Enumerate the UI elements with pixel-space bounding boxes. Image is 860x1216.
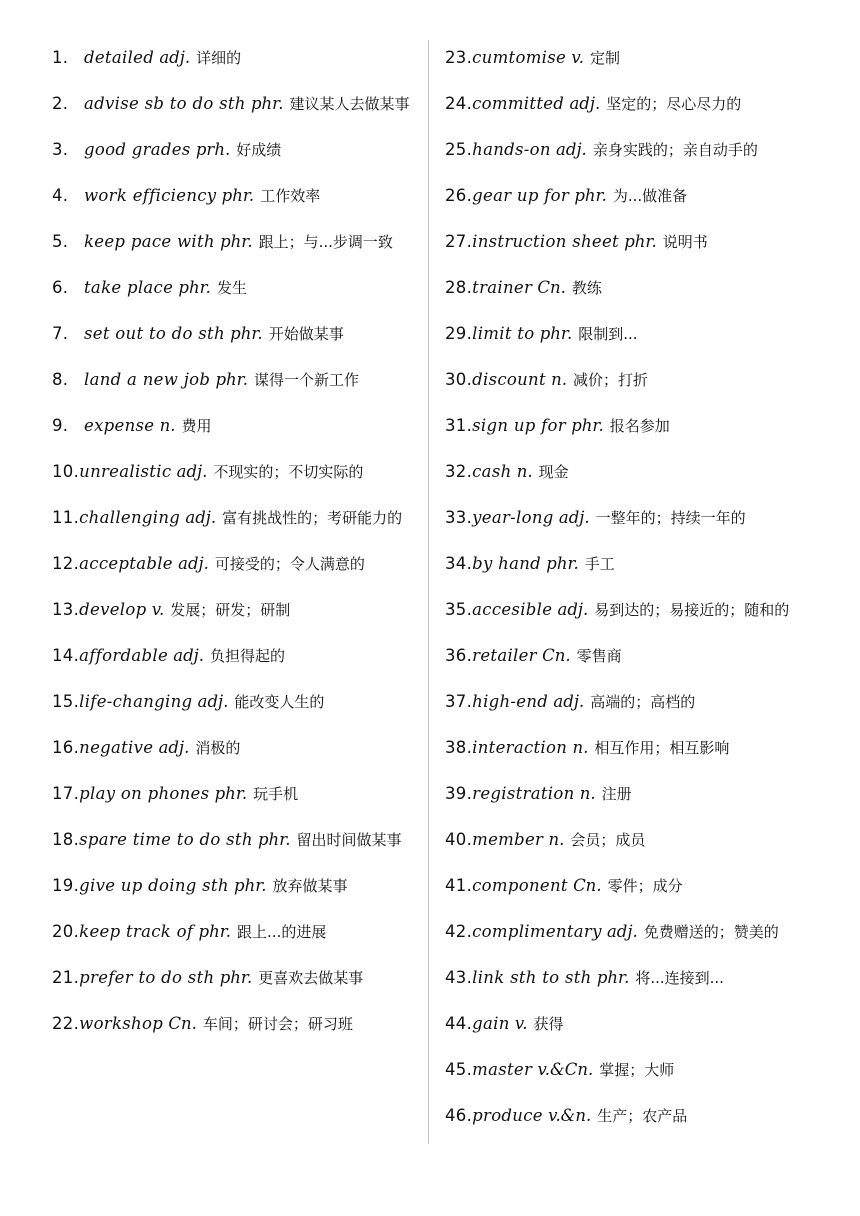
entry-number: 29. <box>445 324 473 343</box>
entry-meaning: 将...连接到... <box>635 969 724 987</box>
entry-number: 2. <box>52 94 69 113</box>
entry-term: keep pace with <box>84 232 215 251</box>
entry-number: 10. <box>52 462 80 481</box>
entry-part-of-speech: adj. <box>197 692 229 711</box>
entry-term: interaction <box>472 738 568 757</box>
entry-term: prefer to do sth <box>79 968 215 987</box>
entry-part-of-speech: Cn. <box>542 646 571 665</box>
vocab-entry <box>52 270 420 306</box>
vocab-entry <box>445 132 825 168</box>
entry-text <box>472 178 687 214</box>
entry-term: cumtomise <box>472 48 567 67</box>
entry-text <box>79 776 298 812</box>
entry-meaning: 易到达的；易接近的；随和的 <box>594 601 790 619</box>
entry-part-of-speech: v. <box>571 48 584 67</box>
entry-part-of-speech: adj. <box>173 646 205 665</box>
entry-number: 21. <box>52 968 80 987</box>
entry-text <box>84 362 359 398</box>
entry-text <box>79 500 402 536</box>
entry-text <box>79 1006 353 1042</box>
vocab-entry <box>445 86 825 122</box>
entry-meaning: 零售商 <box>576 647 622 665</box>
entry-text <box>84 132 281 168</box>
entry-text <box>472 822 645 858</box>
entry-text <box>472 86 741 122</box>
entry-meaning: 更喜欢去做某事 <box>258 969 364 987</box>
entry-text <box>472 1052 674 1088</box>
entry-number: 3. <box>52 140 69 159</box>
vocab-entry <box>52 454 420 490</box>
entry-text <box>84 86 410 122</box>
entry-meaning: 限制到... <box>578 325 638 343</box>
vocab-entry <box>445 960 825 996</box>
entry-term: challenging <box>79 508 181 527</box>
entry-meaning: 减价；打折 <box>573 371 649 389</box>
entry-number: 41. <box>445 876 473 895</box>
entry-part-of-speech: phr. <box>624 232 657 251</box>
entry-meaning: 玩手机 <box>253 785 299 803</box>
entry-meaning: 亲身实践的；亲自动手的 <box>592 141 758 159</box>
entry-text <box>84 316 344 352</box>
entry-number: 38. <box>445 738 473 757</box>
entry-number: 4. <box>52 186 69 205</box>
entry-number: 20. <box>52 922 80 941</box>
entry-text <box>472 40 620 76</box>
entry-text <box>472 914 779 950</box>
vocab-entry <box>52 86 420 122</box>
entry-part-of-speech: v.&Cn. <box>537 1060 594 1079</box>
entry-meaning: 坚定的；尽心尽力的 <box>606 95 742 113</box>
entry-meaning: 注册 <box>601 785 632 803</box>
entry-meaning: 一整年的；持续一年的 <box>595 509 746 527</box>
entry-meaning: 获得 <box>533 1015 564 1033</box>
entry-meaning: 能改变人生的 <box>234 693 325 711</box>
entry-number: 16. <box>52 738 80 757</box>
entry-number: 27. <box>445 232 473 251</box>
vocab-entry <box>52 546 420 582</box>
entry-number: 42. <box>445 922 473 941</box>
vocab-entry <box>445 270 825 306</box>
entry-text <box>79 822 401 858</box>
entry-number: 31. <box>445 416 473 435</box>
entry-term: give up doing sth <box>79 876 229 895</box>
entry-text <box>472 362 648 398</box>
vocab-entry <box>445 822 825 858</box>
entry-term: play on phones <box>79 784 210 803</box>
entry-meaning: 跟上...的进展 <box>237 923 327 941</box>
entry-part-of-speech: n. <box>579 784 596 803</box>
entry-term: hands-on <box>472 140 551 159</box>
entry-meaning: 车间；研讨会；研习班 <box>202 1015 353 1033</box>
vocab-entry <box>445 1052 825 1088</box>
vocab-entry <box>445 408 825 444</box>
entry-text <box>472 592 789 628</box>
entry-meaning: 教练 <box>571 279 602 297</box>
entry-text <box>472 546 615 582</box>
entry-part-of-speech: v. <box>151 600 165 619</box>
entry-text <box>472 1098 687 1134</box>
entry-number: 9. <box>52 416 69 435</box>
entry-part-of-speech: phr. <box>574 186 607 205</box>
entry-term: accesible <box>472 600 553 619</box>
entry-meaning: 会员；成员 <box>570 831 646 849</box>
entry-part-of-speech: phr. <box>198 922 232 941</box>
entry-text <box>472 638 622 674</box>
entry-term: expense <box>84 416 155 435</box>
entry-term: trainer <box>472 278 533 297</box>
vocab-entry <box>52 316 420 352</box>
entry-part-of-speech: phr. <box>539 324 573 343</box>
vocab-entry <box>445 454 825 490</box>
vocab-entry <box>445 224 825 260</box>
entry-meaning: 不现实的；不切实际的 <box>213 463 364 481</box>
entry-meaning: 富有挑战性的；考研能力的 <box>222 509 403 527</box>
entry-text <box>472 408 670 444</box>
entry-number: 25. <box>445 140 473 159</box>
entry-term: gear up for <box>472 186 570 205</box>
entry-term: set out to do sth <box>84 324 225 343</box>
entry-meaning: 发生 <box>216 279 247 297</box>
entry-meaning: 消极的 <box>195 739 241 757</box>
entry-meaning: 为...做准备 <box>612 187 688 205</box>
vocab-entry <box>52 960 420 996</box>
entry-meaning: 建议某人去做某事 <box>289 95 410 113</box>
vocab-entry <box>445 730 825 766</box>
entry-meaning: 放弃做某事 <box>272 877 348 895</box>
entry-number: 7. <box>52 324 69 343</box>
entry-meaning: 详细的 <box>196 49 242 67</box>
entry-meaning: 好成绩 <box>236 141 282 159</box>
vocab-entry <box>52 776 420 812</box>
entry-part-of-speech: adj. <box>556 140 587 159</box>
vocab-entry <box>52 914 420 950</box>
entry-text <box>79 546 365 582</box>
entry-number: 11. <box>52 508 80 527</box>
vocab-entry <box>52 408 420 444</box>
entry-term: affordable <box>79 646 169 665</box>
column-divider <box>428 40 429 1144</box>
entry-term: limit to <box>472 324 535 343</box>
entry-meaning: 免费赠送的；赞美的 <box>643 923 779 941</box>
vocab-entry <box>52 730 420 766</box>
entry-meaning: 高端的；高档的 <box>590 693 696 711</box>
vocab-entry <box>445 316 825 352</box>
entry-meaning: 开始做某事 <box>268 325 344 343</box>
entry-term: keep track of <box>79 922 194 941</box>
entry-term: detailed <box>84 48 155 67</box>
entry-part-of-speech: n. <box>516 462 533 481</box>
entry-number: 12. <box>52 554 80 573</box>
entry-part-of-speech: adj. <box>553 692 585 711</box>
entry-part-of-speech: phr. <box>214 784 248 803</box>
entry-term: good grades <box>84 140 191 159</box>
entry-part-of-speech: n. <box>572 738 589 757</box>
entry-meaning: 跟上；与...步调一致 <box>258 233 393 251</box>
entry-meaning: 零件；成分 <box>607 877 683 895</box>
entry-text <box>472 684 695 720</box>
entry-number: 19. <box>52 876 80 895</box>
vocab-entry <box>445 40 825 76</box>
entry-number: 39. <box>445 784 473 803</box>
entry-number: 26. <box>445 186 473 205</box>
entry-text <box>472 868 682 904</box>
vocab-entry <box>52 1006 420 1042</box>
entry-term: committed <box>472 94 565 113</box>
entry-part-of-speech: phr. <box>258 830 291 849</box>
entry-term: by hand <box>472 554 542 573</box>
entry-part-of-speech: n. <box>548 830 565 849</box>
entry-term: registration <box>472 784 575 803</box>
vocab-entry <box>445 776 825 812</box>
entry-term: spare time to do sth <box>79 830 253 849</box>
entry-meaning: 说明书 <box>662 233 708 251</box>
entry-meaning: 发展；研发；研制 <box>170 601 291 619</box>
entry-term: sign up for <box>472 416 566 435</box>
entry-text <box>79 960 363 996</box>
entry-text <box>79 454 363 490</box>
entry-number: 45. <box>445 1060 473 1079</box>
entry-part-of-speech: adj. <box>606 922 638 941</box>
entry-meaning: 相互作用；相互影响 <box>594 739 730 757</box>
entry-text <box>79 868 347 904</box>
vocab-entry <box>52 178 420 214</box>
entry-term: discount <box>472 370 546 389</box>
entry-number: 14. <box>52 646 80 665</box>
entry-number: 33. <box>445 508 473 527</box>
vocab-entry <box>52 362 420 398</box>
entry-part-of-speech: adj. <box>159 48 191 67</box>
entry-term: workshop <box>79 1014 164 1033</box>
entry-part-of-speech: Cn. <box>168 1014 197 1033</box>
entry-number: 22. <box>52 1014 80 1033</box>
entry-number: 35. <box>445 600 473 619</box>
entry-number: 28. <box>445 278 473 297</box>
entry-text <box>79 592 290 628</box>
entry-text <box>472 500 746 536</box>
entry-term: member <box>472 830 544 849</box>
entry-number: 44. <box>445 1014 473 1033</box>
entry-text <box>84 270 247 306</box>
entry-part-of-speech: adj. <box>185 508 217 527</box>
entry-meaning: 报名参加 <box>609 417 670 435</box>
entry-term: high-end <box>472 692 549 711</box>
vocab-entry <box>445 500 825 536</box>
entry-term: link sth to sth <box>472 968 592 987</box>
entry-term: cash <box>472 462 512 481</box>
vocab-entry <box>445 1098 825 1134</box>
entry-number: 40. <box>445 830 473 849</box>
entry-part-of-speech: phr. <box>220 232 253 251</box>
entry-part-of-speech: n. <box>551 370 568 389</box>
entry-term: year-long <box>472 508 554 527</box>
entry-meaning: 谋得一个新工作 <box>253 371 359 389</box>
entry-number: 18. <box>52 830 80 849</box>
entry-number: 30. <box>445 370 473 389</box>
entry-number: 32. <box>445 462 473 481</box>
entry-text <box>79 914 326 950</box>
entry-meaning: 现金 <box>538 463 569 481</box>
entry-number: 37. <box>445 692 473 711</box>
entry-text <box>472 316 637 352</box>
entry-part-of-speech: Cn. <box>537 278 566 297</box>
entry-term: take place <box>84 278 174 297</box>
entry-term: produce <box>472 1106 543 1125</box>
entry-text <box>472 224 708 260</box>
entry-meaning: 留出时间做某事 <box>296 831 402 849</box>
entry-text <box>84 408 212 444</box>
entry-part-of-speech: n. <box>159 416 176 435</box>
entry-part-of-speech: phr. <box>234 876 267 895</box>
entry-part-of-speech: phr. <box>215 370 248 389</box>
entry-text <box>472 960 724 996</box>
vocab-entry <box>445 684 825 720</box>
entry-part-of-speech: adj. <box>176 462 208 481</box>
entry-text <box>472 270 602 306</box>
entry-meaning: 负担得起的 <box>210 647 286 665</box>
vocab-entry <box>445 178 825 214</box>
entry-term: work efficiency <box>84 186 217 205</box>
entry-number: 1. <box>52 48 69 67</box>
entry-number: 8. <box>52 370 69 389</box>
right-column <box>445 40 825 1144</box>
vocab-entry <box>52 132 420 168</box>
vocab-entry <box>445 638 825 674</box>
entry-number: 24. <box>445 94 473 113</box>
entry-part-of-speech: v.&n. <box>548 1106 592 1125</box>
entry-term: retailer <box>472 646 537 665</box>
vocab-entry <box>445 546 825 582</box>
entry-term: life-changing <box>79 692 193 711</box>
entry-part-of-speech: Cn. <box>573 876 602 895</box>
entry-text <box>84 40 241 76</box>
entry-number: 46. <box>445 1106 473 1125</box>
entry-meaning: 可接受的；令人满意的 <box>214 555 365 573</box>
entry-term: master <box>472 1060 533 1079</box>
entry-number: 6. <box>52 278 69 297</box>
entry-meaning: 掌握；大师 <box>599 1061 675 1079</box>
vocab-entry <box>445 868 825 904</box>
entry-number: 36. <box>445 646 473 665</box>
left-column <box>52 40 420 1052</box>
entry-part-of-speech: phr. <box>230 324 263 343</box>
entry-term: develop <box>79 600 147 619</box>
entry-term: gain <box>472 1014 510 1033</box>
entry-part-of-speech: v. <box>514 1014 528 1033</box>
entry-part-of-speech: adj. <box>178 554 209 573</box>
entry-number: 17. <box>52 784 80 803</box>
entry-part-of-speech: adj. <box>158 738 190 757</box>
entry-part-of-speech: adj. <box>569 94 601 113</box>
entry-number: 5. <box>52 232 69 251</box>
entry-number: 13. <box>52 600 80 619</box>
entry-part-of-speech: phr. <box>546 554 579 573</box>
vocab-entry <box>52 638 420 674</box>
entry-part-of-speech: phr. <box>221 186 255 205</box>
entry-text <box>472 132 758 168</box>
entry-term: acceptable <box>79 554 173 573</box>
entry-term: land a new job <box>84 370 211 389</box>
entry-part-of-speech: adj. <box>557 600 589 619</box>
vocab-entry <box>52 868 420 904</box>
entry-part-of-speech: phr. <box>219 968 253 987</box>
vocab-entry <box>445 362 825 398</box>
entry-meaning: 工作效率 <box>260 187 321 205</box>
entry-term: negative <box>79 738 154 757</box>
entry-text <box>472 776 632 812</box>
vocab-entry <box>52 592 420 628</box>
entry-text <box>472 730 729 766</box>
entry-part-of-speech: phr. <box>571 416 604 435</box>
entry-text <box>472 1006 563 1042</box>
vocab-entry <box>52 822 420 858</box>
vocab-entry <box>52 684 420 720</box>
vocab-entry <box>445 1006 825 1042</box>
entry-number: 23. <box>445 48 473 67</box>
entry-part-of-speech: adj. <box>558 508 590 527</box>
entry-text <box>84 224 393 260</box>
entry-text <box>84 178 320 214</box>
entry-term: advise sb to do sth <box>84 94 246 113</box>
entry-part-of-speech: phr. <box>596 968 630 987</box>
entry-term: instruction sheet <box>472 232 619 251</box>
vocab-entry <box>52 500 420 536</box>
entry-part-of-speech: prh. <box>195 140 231 159</box>
entry-number: 34. <box>445 554 473 573</box>
vocab-entry <box>52 40 420 76</box>
entry-number: 43. <box>445 968 473 987</box>
entry-term: unrealistic <box>79 462 172 481</box>
entry-part-of-speech: phr. <box>178 278 211 297</box>
entry-part-of-speech: phr. <box>250 94 284 113</box>
vocab-entry <box>52 224 420 260</box>
entry-meaning: 手工 <box>584 555 615 573</box>
entry-term: complimentary <box>472 922 602 941</box>
entry-text <box>472 454 569 490</box>
entry-text <box>79 684 324 720</box>
entry-meaning: 定制 <box>589 49 620 67</box>
entry-number: 15. <box>52 692 80 711</box>
entry-text <box>79 638 285 674</box>
entry-meaning: 生产；农产品 <box>597 1107 688 1125</box>
vocab-entry <box>445 914 825 950</box>
entry-text <box>79 730 240 766</box>
entry-meaning: 费用 <box>181 417 212 435</box>
entry-term: component <box>472 876 568 895</box>
vocab-entry <box>445 592 825 628</box>
